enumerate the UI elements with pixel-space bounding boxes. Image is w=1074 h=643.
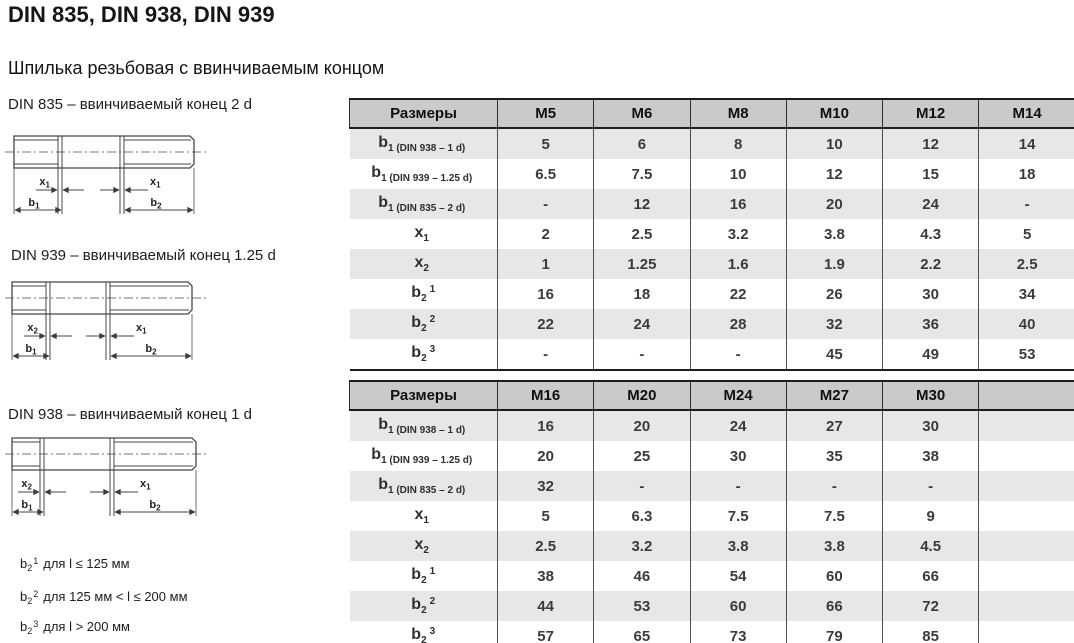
table-row — [350, 249, 1074, 279]
table-cell: 54 — [690, 561, 786, 591]
table-cell: 12 — [594, 189, 690, 219]
table-cell: 30 — [883, 279, 979, 309]
table-cell: 40 — [979, 309, 1074, 339]
table-cell: 30 — [690, 441, 786, 471]
footnote-b2-1 — [20, 556, 130, 573]
footnote-b2-2 — [20, 589, 188, 606]
table-cell: - — [979, 189, 1074, 219]
table-row — [350, 441, 1074, 471]
footnote-symbol: $b_2^2$ — [20, 589, 39, 606]
table-cell: - — [498, 339, 594, 370]
table-cell — [979, 410, 1074, 441]
header-m10: M10 — [786, 99, 882, 128]
table-cell: 14 — [979, 128, 1074, 159]
table-cell: 18 — [594, 279, 690, 309]
row-label: $x_2$ — [350, 249, 498, 279]
table-cell: 6.3 — [594, 501, 690, 531]
header-sizes: Размеры — [350, 99, 498, 128]
footnote-text: для 125 мм < l ≤ 200 мм — [43, 589, 188, 604]
size-table-m16-m30 — [349, 380, 1074, 643]
header-m14: M14 — [979, 99, 1074, 128]
table-cell: 12 — [883, 128, 979, 159]
table-cell: 20 — [786, 189, 882, 219]
dim-label-b1: $b_1$ — [28, 197, 40, 211]
table-cell: 24 — [883, 189, 979, 219]
table-cell: 38 — [883, 441, 979, 471]
table-cell — [979, 621, 1074, 643]
dim-label-x-left: $x_2$ — [27, 322, 38, 336]
table-cell: 4.3 — [883, 219, 979, 249]
header-m27: M27 — [786, 381, 882, 410]
table-cell: 66 — [786, 591, 882, 621]
table-cell: 5 — [498, 128, 594, 159]
table-cell: 22 — [690, 279, 786, 309]
row-label: $b_2^3$ — [350, 621, 498, 643]
table-cell: 20 — [594, 410, 690, 441]
footnote-b2-3 — [20, 619, 130, 636]
table-cell: 16 — [498, 279, 594, 309]
table-row — [350, 159, 1074, 189]
table-cell: 25 — [594, 441, 690, 471]
dim-label-x-left: $x_1$ — [39, 176, 50, 190]
table-cell: - — [786, 471, 882, 501]
table-cell — [979, 531, 1074, 561]
table-cell: 32 — [786, 309, 882, 339]
table-cell: 35 — [786, 441, 882, 471]
page-subtitle: Шпилька резьбовая с ввинчиваемым концом — [8, 58, 385, 78]
table-cell: - — [690, 471, 786, 501]
table-cell: 20 — [498, 441, 594, 471]
row-label: $b_{1 (DIN 938 - 1 d)}$ — [350, 410, 498, 441]
table-cell: 7.5 — [786, 501, 882, 531]
header-m20: M20 — [594, 381, 690, 410]
table-cell: 9 — [883, 501, 979, 531]
table-row — [350, 219, 1074, 249]
table-cell — [979, 441, 1074, 471]
table-cell: - — [594, 471, 690, 501]
dim-label-x-right: $x_1$ — [140, 478, 151, 492]
table-cell: 30 — [883, 410, 979, 441]
header-empty — [979, 381, 1074, 410]
row-label: $x_2$ — [350, 531, 498, 561]
table-cell: 22 — [498, 309, 594, 339]
table-cell: 66 — [883, 561, 979, 591]
table-row — [350, 309, 1074, 339]
din939-stud-diagram — [4, 276, 209, 368]
table-cell: 46 — [594, 561, 690, 591]
row-label: $b_2^2$ — [350, 591, 498, 621]
row-label: $b_2^1$ — [350, 279, 498, 309]
table-cell: 65 — [594, 621, 690, 643]
header-m12: M12 — [883, 99, 979, 128]
table-cell: 1.25 — [594, 249, 690, 279]
table-cell: - — [690, 339, 786, 370]
table-cell: 27 — [786, 410, 882, 441]
table-row — [350, 501, 1074, 531]
table-row — [350, 189, 1074, 219]
table-cell: 16 — [690, 189, 786, 219]
table-cell: 45 — [786, 339, 882, 370]
table-row — [350, 279, 1074, 309]
size-table-m5-m14 — [349, 98, 1074, 371]
table-cell: 5 — [498, 501, 594, 531]
table-header-row — [350, 381, 1074, 410]
table-cell: 16 — [498, 410, 594, 441]
table-row — [350, 471, 1074, 501]
table-cell: 24 — [690, 410, 786, 441]
table-header-row — [350, 99, 1074, 128]
table-cell: 57 — [498, 621, 594, 643]
table-cell: - — [498, 189, 594, 219]
table-cell: 28 — [690, 309, 786, 339]
table-row — [350, 591, 1074, 621]
table-cell: 60 — [690, 591, 786, 621]
table-cell: 15 — [883, 159, 979, 189]
table-cell: 2.5 — [594, 219, 690, 249]
caption-din835: DIN 835 – ввинчиваемый конец 2 d — [8, 96, 252, 113]
row-label: $b_2^3$ — [350, 339, 498, 370]
header-m6: M6 — [594, 99, 690, 128]
dim-label-b1: $b_1$ — [21, 499, 33, 513]
table-cell: 38 — [498, 561, 594, 591]
dim-label-x-right: $x_1$ — [150, 176, 161, 190]
row-label: $x_1$ — [350, 501, 498, 531]
table-cell: 49 — [883, 339, 979, 370]
table-cell: 3.8 — [786, 219, 882, 249]
dim-label-b2: $b_2$ — [150, 197, 162, 211]
table-row — [350, 339, 1074, 370]
table-cell: 1 — [498, 249, 594, 279]
table-cell: 2 — [498, 219, 594, 249]
table-cell: - — [883, 471, 979, 501]
dim-label-x-right: $x_1$ — [136, 322, 147, 336]
table-cell: 3.8 — [690, 531, 786, 561]
table-cell: 26 — [786, 279, 882, 309]
table-cell: 53 — [594, 591, 690, 621]
table-cell: 3.8 — [786, 531, 882, 561]
footnote-symbol: $b_2^1$ — [20, 556, 39, 573]
table-row — [350, 561, 1074, 591]
table-cell: 85 — [883, 621, 979, 643]
table-cell: 79 — [786, 621, 882, 643]
table-cell: 18 — [979, 159, 1074, 189]
table-cell: 8 — [690, 128, 786, 159]
table-cell: 6 — [594, 128, 690, 159]
table-cell: 3.2 — [690, 219, 786, 249]
table-cell: 12 — [786, 159, 882, 189]
row-label: $x_1$ — [350, 219, 498, 249]
row-label: $b_{1 (DIN 939 - 1.25 d)}$ — [350, 441, 498, 471]
table-cell: 44 — [498, 591, 594, 621]
din835-stud-diagram — [4, 130, 209, 222]
table-cell: 24 — [594, 309, 690, 339]
table-cell: 7.5 — [594, 159, 690, 189]
dim-label-b2: $b_2$ — [145, 343, 157, 357]
table-cell: 1.6 — [690, 249, 786, 279]
header-sizes: Размеры — [350, 381, 498, 410]
table-cell: 2.5 — [979, 249, 1074, 279]
table-cell: 10 — [786, 128, 882, 159]
table-cell: 6.5 — [498, 159, 594, 189]
dim-label-x-left: $x_2$ — [21, 478, 32, 492]
table-cell: 5 — [979, 219, 1074, 249]
table-cell: 1.9 — [786, 249, 882, 279]
row-label: $b_{1 (DIN 835 - 2 d)}$ — [350, 189, 498, 219]
caption-din938: DIN 938 – ввинчиваемый конец 1 d — [8, 406, 252, 423]
header-m8: M8 — [690, 99, 786, 128]
table-cell: 2.5 — [498, 531, 594, 561]
header-m24: M24 — [690, 381, 786, 410]
row-label: $b_{1 (DIN 835 - 2 d)}$ — [350, 471, 498, 501]
table-cell: 2.2 — [883, 249, 979, 279]
table-cell: 34 — [979, 279, 1074, 309]
table-cell — [979, 501, 1074, 531]
footnote-symbol: $b_2^3$ — [20, 619, 39, 636]
table-cell — [979, 591, 1074, 621]
din938-stud-diagram — [4, 432, 209, 524]
table-cell — [979, 471, 1074, 501]
table-cell: 72 — [883, 591, 979, 621]
table-row — [350, 621, 1074, 643]
table-cell: 10 — [690, 159, 786, 189]
table-cell: - — [594, 339, 690, 370]
table-cell: 36 — [883, 309, 979, 339]
table-row — [350, 128, 1074, 159]
table-cell: 60 — [786, 561, 882, 591]
header-m16: M16 — [498, 381, 594, 410]
header-m5: M5 — [498, 99, 594, 128]
page-title: DIN 835, DIN 938, DIN 939 — [8, 2, 275, 27]
table-cell: 3.2 — [594, 531, 690, 561]
dim-label-b1: $b_1$ — [25, 343, 37, 357]
row-label: $b_{1 (DIN 938 - 1 d)}$ — [350, 128, 498, 159]
table-cell: 7.5 — [690, 501, 786, 531]
table-cell: 53 — [979, 339, 1074, 370]
dim-label-b2: $b_2$ — [149, 499, 161, 513]
row-label: $b_{1 (DIN 939 - 1.25 d)}$ — [350, 159, 498, 189]
footnote-text: для l ≤ 125 мм — [43, 556, 130, 571]
table-cell: 73 — [690, 621, 786, 643]
table-cell — [979, 561, 1074, 591]
table-cell: 4.5 — [883, 531, 979, 561]
caption-din939: DIN 939 – ввинчиваемый конец 1.25 d — [11, 247, 276, 264]
table-cell: 32 — [498, 471, 594, 501]
row-label: $b_2^2$ — [350, 309, 498, 339]
table-row — [350, 531, 1074, 561]
footnote-text: для l > 200 мм — [43, 619, 130, 634]
row-label: $b_2^1$ — [350, 561, 498, 591]
table-row — [350, 410, 1074, 441]
header-m30: M30 — [883, 381, 979, 410]
